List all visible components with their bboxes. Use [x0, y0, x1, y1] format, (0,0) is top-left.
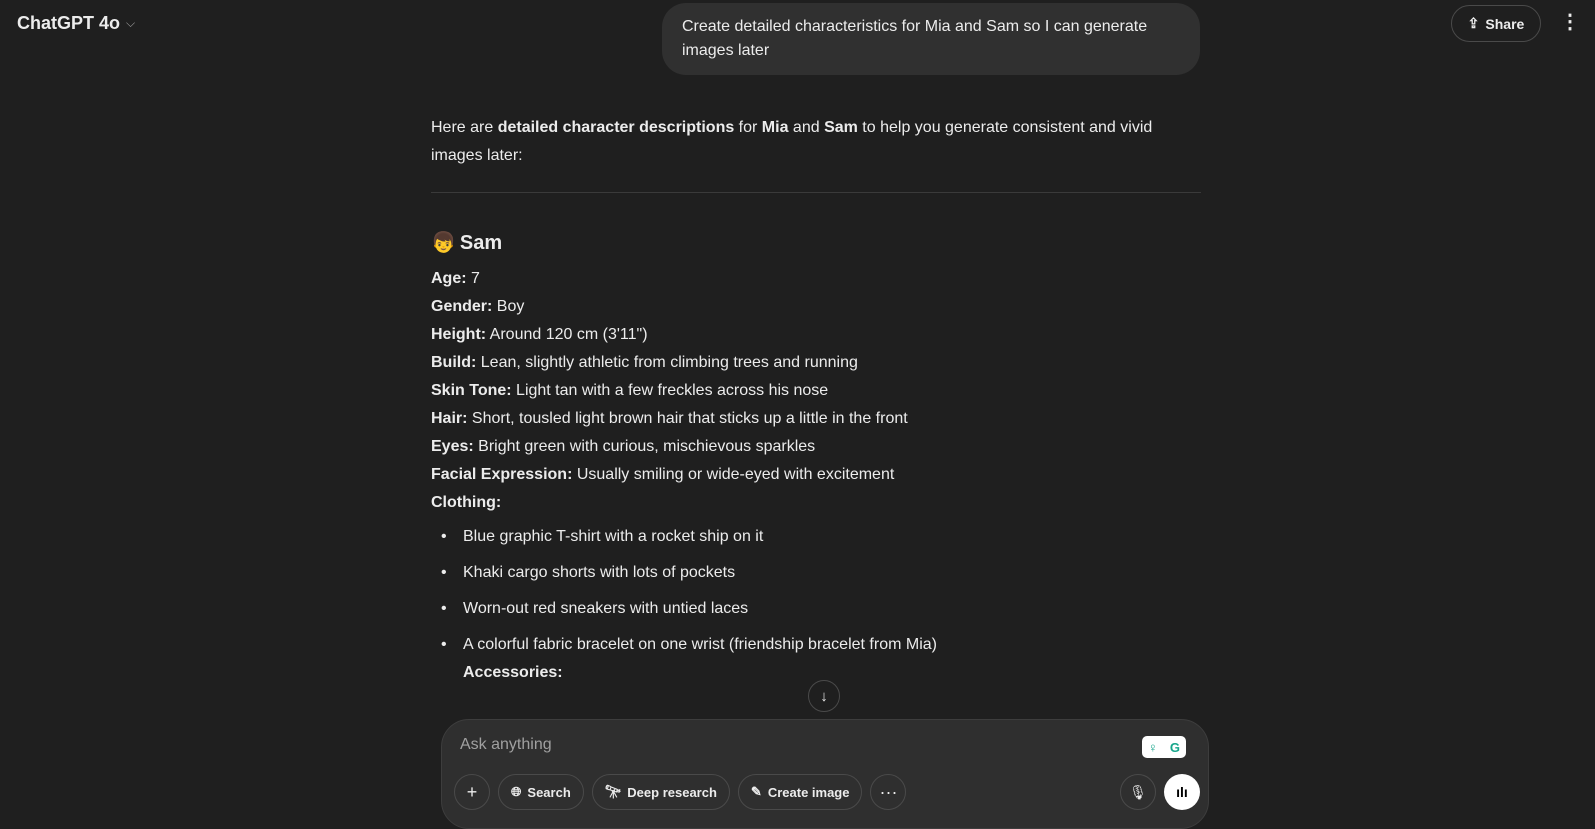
deep-research-button[interactable]: 🔭︎ Deep research: [592, 774, 730, 810]
scroll-down-button[interactable]: ↓: [808, 680, 840, 712]
model-name: ChatGPT 4o: [17, 13, 121, 33]
share-label: Share: [1485, 15, 1525, 32]
waveform-icon: ılı: [1176, 784, 1188, 800]
attribute-row: Eyes: Bright green with curious, mischievous sparkles: [431, 438, 816, 455]
list-item: • Khaki cargo shorts with lots of pockets: [431, 559, 1201, 587]
attribute-row: Height: Around 120 cm (3'11"): [431, 326, 648, 343]
accessories-label: Accessories:: [463, 664, 563, 681]
list-item: • A colorful fabric bracelet on one wrist (friendship bracelet from Mia): [431, 631, 1201, 659]
microphone-icon: 🎙︎: [1129, 783, 1147, 800]
create-image-button[interactable]: ✎ Create image: [738, 774, 863, 810]
ellipsis-icon: ···: [879, 781, 898, 802]
search-button[interactable]: 🌐︎ Search: [498, 774, 584, 810]
assistant-response: [431, 114, 1201, 687]
user-message: Create detailed characteristics for Mia and Sam so I can generate images later: [662, 3, 1200, 75]
voice-mode-button[interactable]: [1164, 774, 1200, 810]
attribute-row: Clothing:: [431, 494, 502, 511]
intro-paragraph: Here are detailed character descriptions for Mia and Sam to help you generate consistent and vivid images later:: [431, 119, 1153, 164]
list-item: • Blue graphic T-shirt with a rocket ship on it: [431, 523, 1201, 551]
more-options-icon[interactable]: ⋮: [1560, 11, 1580, 33]
microphone-button[interactable]: [1120, 774, 1156, 810]
more-tools-button[interactable]: [870, 774, 906, 810]
telescope-icon: 🔭︎: [604, 784, 622, 799]
share-button[interactable]: [1451, 5, 1541, 42]
attribute-row: Skin Tone: Light tan with a few freckles across his nose: [431, 382, 829, 399]
section-heading: 👦 Sam: [431, 229, 1201, 257]
share-icon: ⇪: [1467, 15, 1480, 31]
composer: [441, 719, 1209, 829]
globe-icon: 🌐︎: [511, 784, 522, 799]
boy-emoji-icon: 👦: [431, 232, 456, 254]
list-item: • Worn-out red sneakers with untied laces: [431, 595, 1201, 623]
grammarly-icon[interactable]: ♀ G: [1142, 736, 1186, 758]
attribute-row: Facial Expression: Usually smiling or wide-eyed with excitement: [431, 466, 895, 483]
plus-icon: +: [466, 781, 478, 802]
divider: [431, 192, 1201, 193]
add-button[interactable]: [454, 774, 490, 810]
chevron-down-icon: ⌵: [126, 16, 136, 30]
attribute-row: Hair: Short, tousled light brown hair that sticks up a little in the front: [431, 410, 908, 427]
brush-icon: ✎: [750, 784, 762, 799]
model-selector[interactable]: [17, 13, 135, 34]
attribute-row: Age: 7: [431, 270, 480, 287]
prompt-input[interactable]: Ask anything: [460, 736, 552, 753]
attribute-row: Gender: Boy: [431, 298, 525, 315]
clothing-list: [431, 523, 1201, 659]
attribute-row: Build: Lean, slightly athletic from climbing trees and running: [431, 354, 858, 371]
